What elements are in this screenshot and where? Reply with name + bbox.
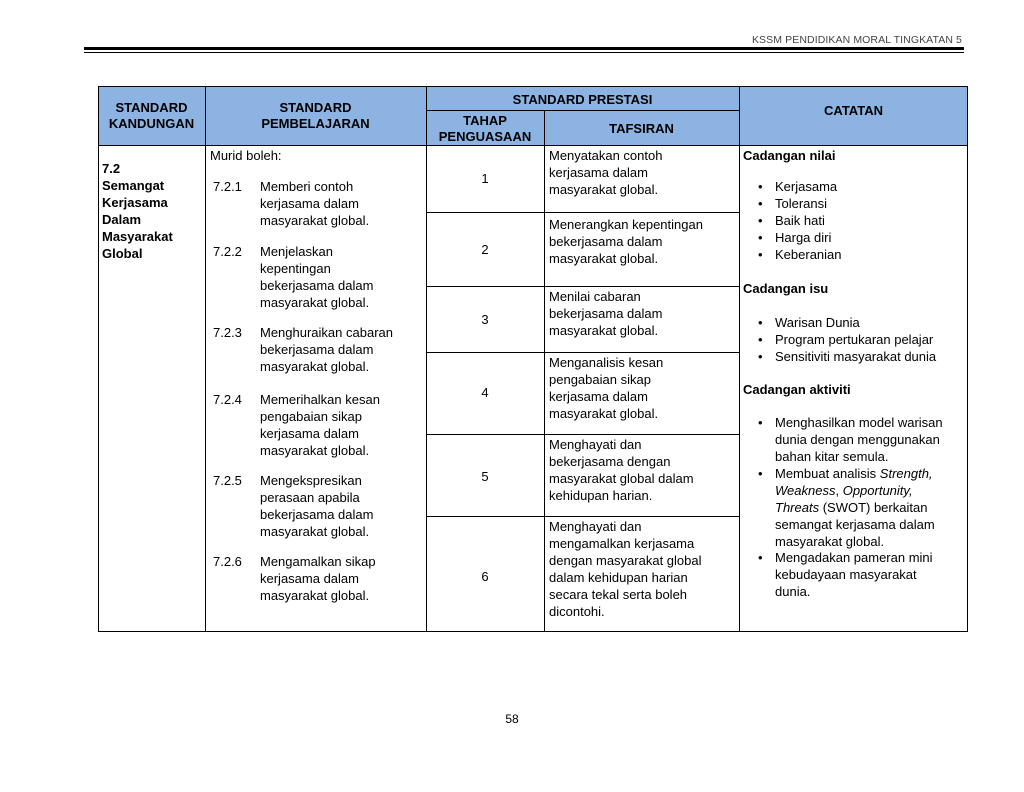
header-line: PEMBELAJARAN xyxy=(261,116,370,131)
tafsiran-text xyxy=(549,288,662,339)
tafsiran-line: dalam kehidupan harian xyxy=(549,570,688,585)
col-line xyxy=(426,86,427,632)
item-line: Menjelaskan xyxy=(260,244,333,259)
kandungan-line: Semangat xyxy=(102,178,165,193)
bullet-icon: • xyxy=(758,415,763,430)
nilai-label: Toleransi xyxy=(775,196,828,211)
aktiviti-text xyxy=(775,465,935,550)
aktiviti-text xyxy=(775,549,933,600)
item-line: masyarakat global. xyxy=(260,213,370,228)
header-tahap xyxy=(426,113,544,145)
item-line: kerjasama dalam xyxy=(260,426,359,441)
col-line xyxy=(544,110,545,632)
tafsiran-text xyxy=(549,518,702,620)
tafsiran-line: dengan masyarakat global xyxy=(549,553,702,568)
nilai-item xyxy=(758,178,838,195)
page-number: 58 xyxy=(505,712,519,726)
aktiviti-text xyxy=(775,414,943,465)
header-line: STANDARD xyxy=(279,100,352,115)
aktiviti-line xyxy=(775,465,935,482)
item-line: masyarakat global. xyxy=(260,295,370,310)
bullet-icon: • xyxy=(758,230,763,245)
item-line: kepentingan xyxy=(260,261,331,276)
header-line: KANDUNGAN xyxy=(108,116,195,131)
col-line xyxy=(205,86,206,632)
aktiviti-fragment-italic: Weakness xyxy=(775,483,836,498)
page-header: KSSM PENDIDIKAN MORAL TINGKATAN 5 xyxy=(751,34,962,46)
isu-label: Sensitiviti masyarakat dunia xyxy=(775,349,937,364)
aktiviti-line: Menghasilkan model warisan xyxy=(775,415,943,430)
pembelajaran-intro: Murid boleh: xyxy=(210,148,282,163)
header-bottom xyxy=(98,145,968,146)
tafsiran-line: dicontohi. xyxy=(549,604,605,619)
isu-label: Warisan Dunia xyxy=(775,315,860,330)
header-catatan: CATATAN xyxy=(824,103,883,118)
kandungan-line: Dalam xyxy=(102,212,142,227)
tafsiran-line: bekerjasama dengan xyxy=(549,454,671,469)
item-number: 7.2.3 xyxy=(213,325,242,340)
tafsiran-line: Menyatakan contoh xyxy=(549,148,663,163)
tafsiran-line: secara tekal serta boleh xyxy=(549,587,688,602)
nilai-label: Kerjasama xyxy=(775,179,838,194)
kandungan-line: Kerjasama xyxy=(102,195,168,210)
aktiviti-fragment-italic: Threats xyxy=(775,500,820,515)
item-line: kerjasama dalam xyxy=(260,196,359,211)
tafsiran-line: Menerangkan kepentingan xyxy=(549,217,703,232)
item-line: bekerjasama dalam xyxy=(260,278,374,293)
item-line: bekerjasama dalam xyxy=(260,342,374,357)
tahap-number: 2 xyxy=(481,242,489,257)
tafsiran-line: masyarakat global. xyxy=(549,251,659,266)
item-line: pengabaian sikap xyxy=(260,409,362,424)
bullet-icon: • xyxy=(758,213,763,228)
standards-table xyxy=(98,86,968,632)
tahap-number: 1 xyxy=(481,171,489,186)
isu-item xyxy=(758,314,860,331)
bullet-icon: • xyxy=(758,179,763,194)
isu-label: Program pertukaran pelajar xyxy=(775,332,934,347)
item-number: 7.2.1 xyxy=(213,179,242,194)
item-line: bekerjasama dalam xyxy=(260,507,374,522)
isu-item xyxy=(758,331,934,348)
item-text xyxy=(260,553,376,604)
tafsiran-line: masyarakat global. xyxy=(549,406,659,421)
aktiviti-item xyxy=(758,414,963,464)
aktiviti-line xyxy=(775,482,935,499)
aktiviti-fragment: , xyxy=(835,483,843,498)
tafsiran-line: kerjasama dalam xyxy=(549,389,648,404)
cadangan-aktiviti-title: Cadangan aktiviti xyxy=(743,382,851,397)
item-text xyxy=(260,243,373,311)
item-text xyxy=(260,178,369,229)
tahap-number: 3 xyxy=(481,312,489,327)
cadangan-isu-title: Cadangan isu xyxy=(743,281,829,296)
aktiviti-fragment-italic: Opportunity, xyxy=(842,483,913,498)
tafsiran-line: masyarakat global. xyxy=(549,182,659,197)
nilai-list xyxy=(758,178,842,263)
item-line: Memerihalkan kesan xyxy=(260,392,380,407)
item-text xyxy=(260,324,393,375)
tafsiran-line: pengabaian sikap xyxy=(549,372,651,387)
aktiviti-fragment: (SWOT) berkaitan xyxy=(819,500,928,515)
item-line: masyarakat global. xyxy=(260,443,370,458)
nilai-label: Harga diri xyxy=(775,230,832,245)
row-line xyxy=(426,286,739,287)
tahap-number: 6 xyxy=(481,569,489,584)
tahap-number: 5 xyxy=(481,469,489,484)
tafsiran-line: kerjasama dalam xyxy=(549,165,648,180)
header-line: STANDARD xyxy=(115,100,188,115)
row-line xyxy=(426,516,739,517)
item-number: 7.2.4 xyxy=(213,392,242,407)
bullet-icon: • xyxy=(758,349,763,364)
item-line: Menghuraikan cabaran xyxy=(260,325,393,340)
isu-list xyxy=(758,314,937,365)
tafsiran-line: Menghayati dan xyxy=(549,519,642,534)
item-line: kerjasama dalam xyxy=(260,571,359,586)
table-border-left xyxy=(98,86,99,632)
aktiviti-line: semangat kerjasama dalam xyxy=(775,517,935,532)
header-divider xyxy=(426,110,739,111)
bullet-icon: • xyxy=(758,550,763,565)
bullet-icon: • xyxy=(758,315,763,330)
kandungan-line: Global xyxy=(102,246,143,261)
aktiviti-fragment-italic: Strength, xyxy=(879,466,933,481)
item-line: Mengamalkan sikap xyxy=(260,554,376,569)
aktiviti-line: bahan kitar semula. xyxy=(775,449,889,464)
aktiviti-line: Mengadakan pameran mini xyxy=(775,550,933,565)
item-line: masyarakat global. xyxy=(260,588,370,603)
nilai-item xyxy=(758,212,825,229)
item-line: perasaan apabila xyxy=(260,490,360,505)
row-line xyxy=(426,434,739,435)
tafsiran-text xyxy=(549,147,662,198)
tafsiran-line: Menghayati dan xyxy=(549,437,642,452)
aktiviti-fragment: Membuat analisis xyxy=(775,466,880,481)
tafsiran-line: kehidupan harian. xyxy=(549,488,653,503)
item-line: Memberi contoh xyxy=(260,179,354,194)
item-number: 7.2.2 xyxy=(213,244,242,259)
aktiviti-line: kebudayaan masyarakat xyxy=(775,567,917,582)
nilai-label: Keberanian xyxy=(775,247,842,262)
item-line: Mengekspresikan xyxy=(260,473,362,488)
item-number: 7.2.5 xyxy=(213,473,242,488)
nilai-item xyxy=(758,229,832,246)
aktiviti-line: dunia. xyxy=(775,584,811,599)
row-line xyxy=(426,212,739,213)
tafsiran-text xyxy=(549,436,694,504)
tafsiran-line: bekerjasama dalam xyxy=(549,306,663,321)
nilai-item xyxy=(758,246,842,263)
table-border-top xyxy=(98,86,968,87)
bullet-icon: • xyxy=(758,466,763,481)
header-line: PENGUASAAN xyxy=(438,129,532,144)
aktiviti-item xyxy=(758,549,963,599)
header-rule-thick xyxy=(84,47,964,50)
item-number: 7.2.6 xyxy=(213,554,242,569)
bullet-icon: • xyxy=(758,332,763,347)
tafsiran-line: Menganalisis kesan xyxy=(549,355,664,370)
kandungan-line: Masyarakat xyxy=(102,229,173,244)
nilai-item xyxy=(758,195,828,212)
header-std-pembelajaran xyxy=(205,100,426,132)
row-line xyxy=(426,352,739,353)
tafsiran-line: masyarakat global dalam xyxy=(549,471,694,486)
tafsiran-text xyxy=(549,354,663,422)
table-border-right xyxy=(967,86,968,632)
kandungan-line: 7.2 xyxy=(102,161,121,176)
item-line: masyarakat global. xyxy=(260,359,370,374)
header-line: TAHAP xyxy=(463,113,507,128)
table-border-bottom xyxy=(98,631,968,632)
aktiviti-line: dunia dengan menggunakan xyxy=(775,432,940,447)
tafsiran-text xyxy=(549,216,703,267)
tafsiran-line: Menilai cabaran xyxy=(549,289,641,304)
aktiviti-line: masyarakat global. xyxy=(775,534,885,549)
tafsiran-line: bekerjasama dalam xyxy=(549,234,663,249)
aktiviti-item xyxy=(758,465,963,549)
tahap-number: 4 xyxy=(481,385,489,400)
nilai-label: Baik hati xyxy=(775,213,825,228)
tafsiran-line: mengamalkan kerjasama xyxy=(549,536,695,551)
isu-item xyxy=(758,348,937,365)
tafsiran-line: masyarakat global. xyxy=(549,323,659,338)
bullet-icon: • xyxy=(758,247,763,262)
kandungan-text xyxy=(102,160,173,262)
header-tafsiran: TAFSIRAN xyxy=(609,121,674,136)
item-text xyxy=(260,472,373,540)
header-rule-thin xyxy=(84,52,964,53)
item-line: masyarakat global. xyxy=(260,524,370,539)
item-text xyxy=(260,391,380,459)
cadangan-nilai-title: Cadangan nilai xyxy=(743,148,836,163)
bullet-icon: • xyxy=(758,196,763,211)
col-line xyxy=(739,86,740,632)
aktiviti-line xyxy=(775,499,935,516)
header-std-kandungan xyxy=(98,100,205,132)
header-std-prestasi: STANDARD PRESTASI xyxy=(512,92,653,107)
